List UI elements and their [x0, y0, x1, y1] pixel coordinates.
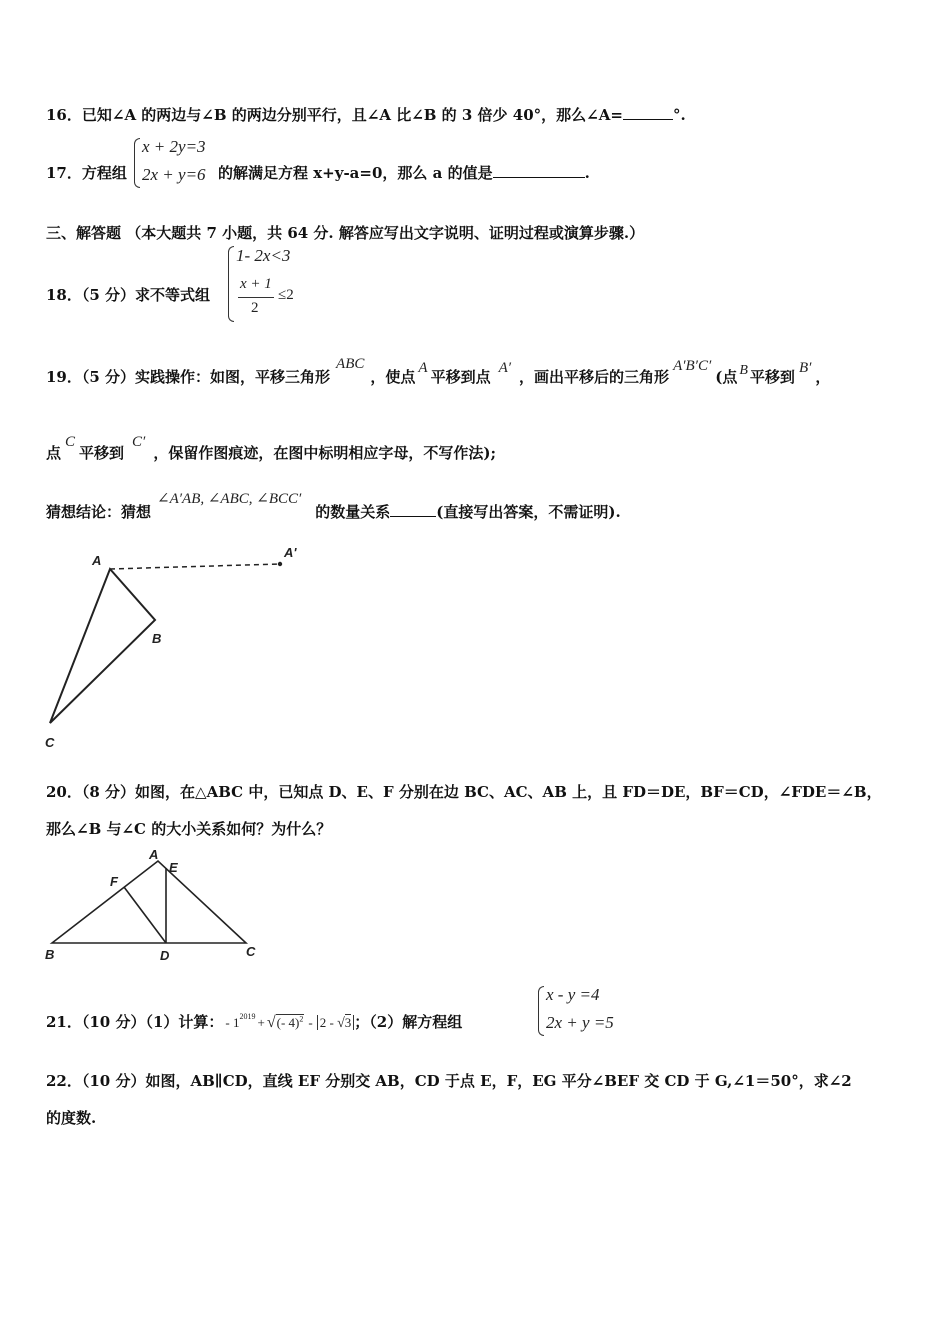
q16-blank	[623, 119, 673, 120]
q19-p7: ，	[815, 368, 831, 386]
label-d-20: D	[160, 948, 170, 963]
q19-guess-b: 的数量关系	[315, 503, 391, 521]
triangle-abc-20	[52, 861, 246, 943]
q19-guess-a: 猜想结论：猜想	[46, 503, 152, 521]
q19-a: A	[418, 360, 428, 376]
label-c-20: C	[246, 944, 256, 959]
q18-fraction-bar	[238, 297, 274, 298]
q17-suffix-text: 的解满足方程 x+y-a=0，那么 a 的值是	[218, 164, 493, 182]
q19-b1: B′	[798, 360, 812, 376]
question-16	[46, 104, 686, 125]
question-19-guess	[46, 491, 621, 522]
q19-angles: ∠A′AB, ∠ABC, ∠BCC′	[157, 491, 302, 507]
q21-sqrt3-sign: √	[337, 1016, 345, 1031]
question-17-prefix: 17．方程组	[46, 164, 127, 182]
question-18-label: 18．（5 分）求不等式组	[46, 286, 211, 304]
q17-equation-2: 2x + y=6	[142, 165, 206, 184]
question-19-line2	[46, 434, 496, 463]
q19-p3: 平移到点	[430, 368, 491, 386]
section-3-title: 三、解答题 （本大题共 7 小题，共 64 分. 解答应写出文字说明、证明过程或演算步骤.）	[46, 224, 645, 242]
q21-rad-text: (- 4)	[276, 1015, 300, 1030]
q21-brace	[538, 986, 544, 1036]
q21-sqrt-sign: √	[266, 1014, 276, 1031]
segment-fd	[124, 887, 166, 943]
dashed-segment-aa1	[110, 564, 280, 569]
q19-p1: 19．（5 分）实践操作：如图，平移三角形	[46, 368, 331, 386]
q21-minus: -	[308, 1015, 313, 1030]
q19-p5: (点	[715, 368, 738, 386]
q19-abc: ABC	[336, 356, 365, 372]
question-20-line1: 20．（8 分）如图，在△ABC 中，已知点 D、E、F 分别在边 BC、AC、AB 上，且 FD＝DE，BF＝CD，∠FDE＝∠B，	[46, 783, 882, 801]
q19-line2-b: 平移到	[79, 444, 125, 462]
q18-inequality-1: 1- 2x<3	[236, 246, 291, 265]
q21-abs	[317, 1015, 355, 1030]
q19-c1: C′	[132, 434, 146, 450]
question-22-line1: 22．（10 分）如图，AB∥CD，直线 EF 分别交 AB，CD 于点 E，F，EG 平分∠BEF 交 CD 于 G,∠1＝50°，求∠2	[46, 1072, 852, 1090]
q20-figure	[40, 845, 270, 965]
q19-a1: A′	[498, 360, 512, 376]
label-c: C	[45, 735, 55, 750]
q21-exponent: 2019	[239, 1011, 256, 1021]
question-20-line2: 那么∠B 与∠C 的大小关系如何？为什么？	[46, 820, 332, 838]
q19-c: C	[65, 434, 76, 450]
q19-b: B	[739, 363, 748, 378]
q21-sqrt3: 3	[344, 1015, 352, 1030]
q19-line2-c: ，保留作图痕迹，在图中标明相应字母，不写作法);	[153, 444, 496, 462]
label-f-20: F	[110, 874, 118, 889]
q16-text: 16．已知∠A 的两边与∠B 的两边分别平行，且∠A 比∠B 的 3 倍少 40°，那么∠A=	[46, 106, 623, 124]
q21-expression	[225, 1011, 354, 1031]
q19-p4: ，画出平移后的三角形	[519, 368, 670, 386]
q19-guess-c: (直接写出答案，不需证明).	[436, 503, 621, 521]
q17-end: .	[584, 164, 590, 182]
q21-prefix: 21．（10 分）（1）计算：	[46, 1013, 224, 1031]
q21-equation-2: 2x + y =5	[546, 1013, 614, 1032]
q19-blank	[390, 516, 436, 517]
label-b-20: B	[45, 947, 55, 962]
q21-abs-text: 2 -	[319, 1015, 338, 1030]
q17-equation-1: x + 2y=3	[142, 137, 206, 156]
q21-square: 2	[299, 1014, 304, 1024]
q19-p6: 平移到	[749, 368, 795, 386]
q21-minus-one: - 1	[225, 1015, 240, 1030]
q17-suffix	[218, 162, 590, 183]
q21-radicand	[276, 1014, 305, 1030]
question-19-line1	[46, 356, 831, 387]
q19-line2-a: 点	[46, 444, 62, 462]
q18-brace	[228, 246, 234, 322]
q18-fraction-den: 2	[251, 300, 259, 316]
q21-mid: ；（2）解方程组	[354, 1013, 463, 1031]
q21-plus: +	[257, 1015, 265, 1030]
q19-figure	[40, 540, 320, 755]
q19-abc1: A′B′C′	[673, 358, 712, 374]
question-21	[46, 1011, 462, 1032]
label-e-20: E	[169, 860, 178, 875]
label-b: B	[152, 631, 162, 646]
q17-blank	[493, 177, 585, 178]
label-a: A	[92, 553, 102, 568]
label-a-20: A	[149, 847, 159, 862]
q16-tail: °.	[672, 106, 686, 124]
q19-p2: ，使点	[370, 368, 416, 386]
q17-brace	[134, 138, 140, 188]
q21-equation-1: x - y =4	[546, 985, 600, 1004]
triangle-abc	[50, 569, 155, 723]
q18-fraction-num: x + 1	[240, 276, 272, 292]
question-22-line2: 的度数.	[46, 1109, 97, 1127]
point-a1	[278, 562, 282, 566]
label-a1: A'	[284, 545, 297, 560]
q18-le: ≤2	[278, 287, 294, 303]
